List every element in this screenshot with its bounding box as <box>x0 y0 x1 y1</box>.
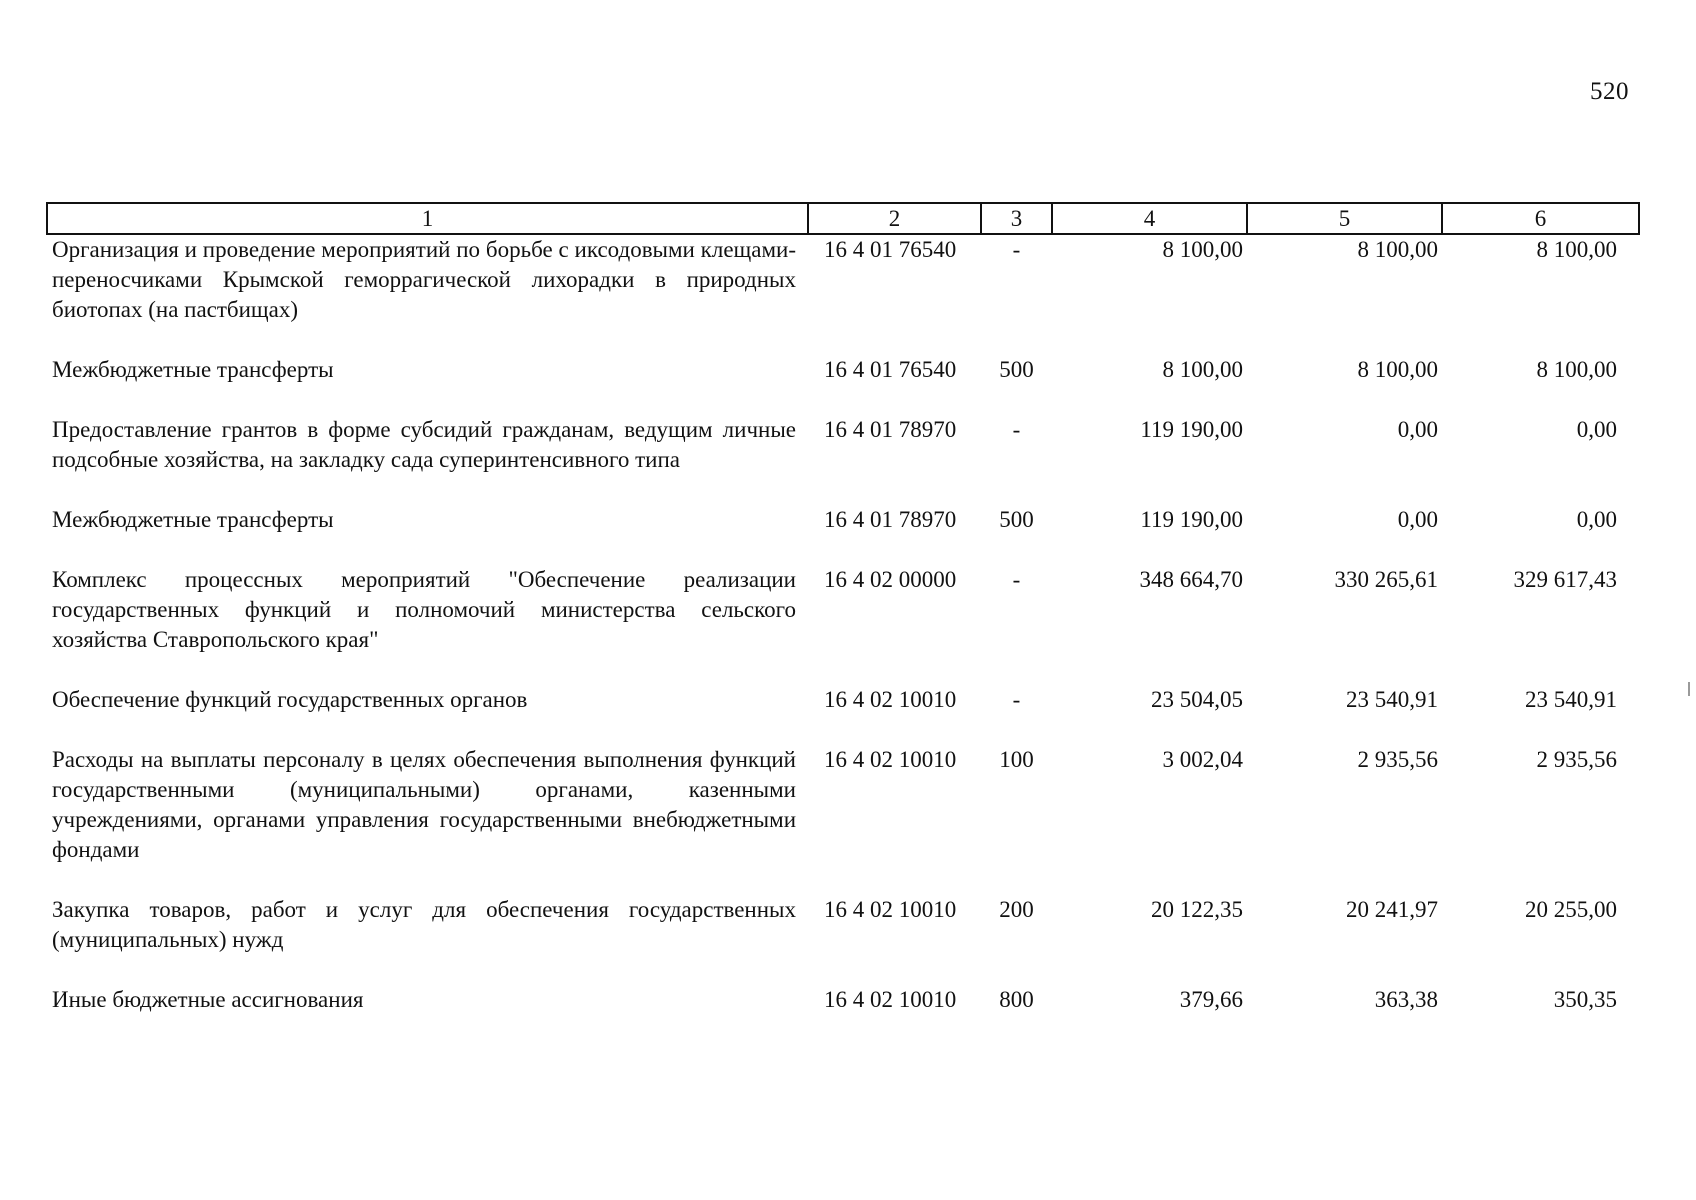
row-value-col6: 8 100,00 <box>1536 357 1617 382</box>
row-code: 16 4 02 10010 <box>824 987 957 1012</box>
row-code: 16 4 02 10010 <box>824 897 957 922</box>
table-row <box>47 415 1639 505</box>
row-code: 16 4 02 10010 <box>824 747 957 772</box>
row-value-col6: 350,35 <box>1553 987 1617 1012</box>
column-header-1: 1 <box>47 203 808 234</box>
row-value-col4: 379,66 <box>1179 987 1243 1012</box>
row-value-col6: 329 617,43 <box>1513 567 1617 592</box>
row-code: 16 4 02 00000 <box>824 567 957 592</box>
row-name: Организация и проведение мероприятий по борьбе с иксодовыми клещами-переносчиками Крымской геморрагической лихорадки в природных биотопах (на пастбищах) <box>52 237 796 322</box>
table-row <box>47 355 1639 415</box>
row-expense-type: 500 <box>999 507 1034 532</box>
row-code: 16 4 02 10010 <box>824 687 957 712</box>
row-name: Иные бюджетные ассигнования <box>52 987 364 1012</box>
row-value-col6: 0,00 <box>1576 507 1617 532</box>
row-code: 16 4 01 76540 <box>824 357 957 382</box>
row-code: 16 4 01 78970 <box>824 417 957 442</box>
table-row <box>47 745 1639 895</box>
table-row <box>47 985 1639 1045</box>
column-header-6: 6 <box>1442 203 1639 234</box>
row-value-col5: 20 241,97 <box>1346 897 1438 922</box>
row-value-col5: 0,00 <box>1397 507 1438 532</box>
row-value-col5: 8 100,00 <box>1357 237 1438 262</box>
row-name: Расходы на выплаты персоналу в целях обеспечения выполнения функций государственными (муниципальными) органами, казенными учреждениями, органами управления государственными внебюджетными фондами <box>52 747 796 862</box>
row-value-col5: 0,00 <box>1397 417 1438 442</box>
row-value-col5: 23 540,91 <box>1346 687 1438 712</box>
row-expense-type: - <box>1012 417 1021 442</box>
table-row <box>47 895 1639 985</box>
row-name: Обеспечение функций государственных органов <box>52 687 528 712</box>
row-value-col6: 2 935,56 <box>1536 747 1617 772</box>
row-expense-type: - <box>1012 687 1021 712</box>
row-expense-type: 800 <box>999 987 1034 1012</box>
row-value-col4: 119 190,00 <box>1140 417 1243 442</box>
table-row <box>47 234 1639 355</box>
budget-table <box>46 202 1640 1045</box>
row-code: 16 4 01 78970 <box>824 507 957 532</box>
row-expense-type: 500 <box>999 357 1034 382</box>
row-value-col5: 8 100,00 <box>1357 357 1438 382</box>
row-expense-type: 200 <box>999 897 1034 922</box>
row-code: 16 4 01 76540 <box>824 237 957 262</box>
table-row <box>47 685 1639 745</box>
row-name: Межбюджетные трансферты <box>52 507 334 532</box>
column-header-4: 4 <box>1052 203 1247 234</box>
row-value-col6: 20 255,00 <box>1525 897 1617 922</box>
row-value-col5: 363,38 <box>1374 987 1438 1012</box>
column-header-3: 3 <box>981 203 1052 234</box>
row-expense-type: - <box>1012 237 1021 262</box>
row-name: Предоставление грантов в форме субсидий гражданам, ведущим личные подсобные хозяйства, на закладку сада суперинтенсивного типа <box>52 417 796 472</box>
table-header-row <box>47 203 1639 234</box>
column-header-5: 5 <box>1247 203 1442 234</box>
table-row <box>47 565 1639 685</box>
row-value-col6: 0,00 <box>1576 417 1617 442</box>
row-value-col6: 8 100,00 <box>1536 237 1617 262</box>
row-value-col5: 330 265,61 <box>1334 567 1438 592</box>
row-value-col4: 8 100,00 <box>1162 357 1243 382</box>
row-name: Закупка товаров, работ и услуг для обеспечения государственных (муниципальных) нужд <box>52 897 796 952</box>
row-value-col4: 348 664,70 <box>1139 567 1243 592</box>
row-name: Комплекс процессных мероприятий "Обеспечение реализации государственных функций и полномочий министерства сельского хозяйства Ставропольского края" <box>52 567 796 652</box>
row-value-col6: 23 540,91 <box>1525 687 1617 712</box>
column-header-2: 2 <box>808 203 981 234</box>
row-value-col4: 23 504,05 <box>1151 687 1243 712</box>
row-value-col4: 20 122,35 <box>1151 897 1243 922</box>
row-expense-type: - <box>1012 567 1021 592</box>
table-row <box>47 505 1639 565</box>
row-value-col5: 2 935,56 <box>1357 747 1438 772</box>
scan-margin-mark <box>1688 682 1690 696</box>
row-name: Межбюджетные трансферты <box>52 357 334 382</box>
page-number: 520 <box>1590 78 1629 105</box>
row-value-col4: 119 190,00 <box>1140 507 1243 532</box>
row-value-col4: 8 100,00 <box>1162 237 1243 262</box>
row-expense-type: 100 <box>999 747 1034 772</box>
row-value-col4: 3 002,04 <box>1162 747 1243 772</box>
